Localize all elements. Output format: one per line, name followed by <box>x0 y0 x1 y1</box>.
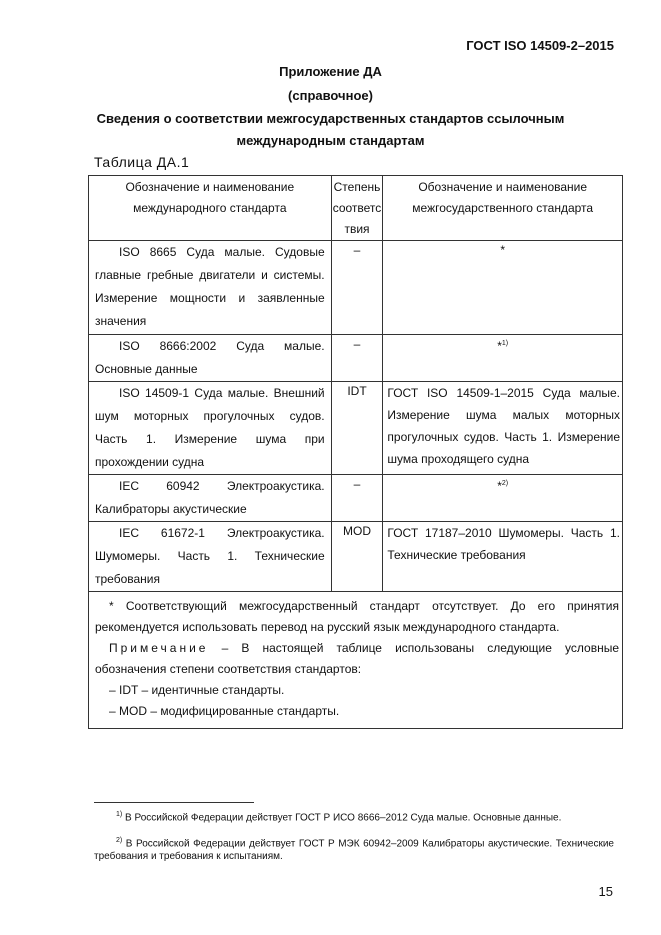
header-national-standard <box>383 176 623 241</box>
footnote-divider <box>94 802 254 803</box>
note-text: – В настоящей таблице использованы следующие условные обозначения степени соответствия стандартов: <box>95 641 619 676</box>
table-row <box>89 241 623 335</box>
header-degree <box>331 176 383 241</box>
table-header-row <box>89 176 623 241</box>
cell-degree: MOD <box>331 522 383 592</box>
cell-text: ISO 14509-1 Суда малые. Внешний шум моторных прогулочных судов. Часть 1. Измерение шума при прохождении судна <box>95 386 325 469</box>
cell-national <box>383 522 623 592</box>
footnote-ref: 2) <box>501 480 509 487</box>
note-idt: – IDT – идентичные стандарты. <box>109 683 285 697</box>
cell-degree: – <box>331 335 383 382</box>
footnote-mark: 1) <box>116 811 123 818</box>
cell-text: ГОСТ 17187–2010 Шумомеры. Часть 1. Технические требования <box>387 526 620 562</box>
header-text: твия <box>344 222 370 236</box>
cell-degree: IDT <box>331 382 383 475</box>
table-row <box>89 382 623 475</box>
page-number: 15 <box>598 884 613 899</box>
header-text: соответс <box>332 201 382 215</box>
cell-text: * <box>497 479 502 493</box>
cell-national <box>383 335 623 382</box>
table-notes-row <box>89 592 623 729</box>
appendix-heading-line1: Сведения о соответствии межгосударственных стандартов ссылочным <box>96 111 565 126</box>
table-row <box>89 335 623 382</box>
footnote-text: В Российской Федерации действует ГОСТ Р МЭК 60942–2009 Калибраторы акустические. Технические требования и требования к испытаниям. <box>94 838 614 863</box>
document-code: ГОСТ ISO 14509-2–2015 <box>466 38 614 53</box>
cell-text: ISO 8666:2002 Суда малые. Основные данные <box>95 339 325 376</box>
cell-text: IEC 61672-1 Электроакустика. Шумомеры. Часть 1. Технические требования <box>95 526 325 586</box>
header-text: межгосударственного стандарта <box>412 201 594 215</box>
correspondence-table <box>88 175 623 729</box>
footnote-2 <box>94 834 614 863</box>
header-intl-standard <box>89 176 332 241</box>
table-row <box>89 522 623 592</box>
cell-national <box>383 382 623 475</box>
cell-intl <box>89 522 332 592</box>
cell-intl <box>89 475 332 522</box>
cell-text: IEC 60942 Электроакустика. Калибраторы акустические <box>95 479 325 516</box>
header-text: Обозначение и наименование <box>125 180 295 194</box>
cell-intl <box>89 382 332 475</box>
header-text: Степень <box>333 180 381 194</box>
asterisk-note: * Соответствующий межгосударственный стандарт отсутствует. До его принятия рекомендуется использовать перевод на русский язык международного стандарта. <box>95 599 619 634</box>
cell-degree: – <box>331 241 383 335</box>
cell-degree: – <box>331 475 383 522</box>
footnote-ref: 1) <box>501 340 509 347</box>
footnote-text: В Российской Федерации действует ГОСТ Р ИСО 8666–2012 Суда малые. Основные данные. <box>122 812 562 824</box>
footnote-1 <box>94 808 614 824</box>
table-row <box>89 475 623 522</box>
note-label: Примечание <box>109 641 209 655</box>
table-caption: Таблица ДА.1 <box>94 154 190 170</box>
cell-text: ISO 8665 Суда малые. Судовые главные гребные двигатели и системы. Измерение мощности и заявленные значения <box>95 245 325 328</box>
appendix-subtitle: (справочное) <box>288 88 373 103</box>
note-paragraph <box>95 638 619 680</box>
appendix-title: Приложение ДА <box>279 64 382 79</box>
note-mod: – MOD – модифицированные стандарты. <box>109 704 340 718</box>
cell-text: ГОСТ ISO 14509-1–2015 Суда малые. Измерение шума малых моторных прогулочных судов. Часть 1. Измерение шума проходящего судна <box>387 386 620 466</box>
cell-national <box>383 475 623 522</box>
cell-text: * <box>497 339 502 353</box>
cell-national <box>383 241 623 335</box>
table-notes <box>89 592 623 729</box>
footnote-mark: 2) <box>116 837 123 844</box>
appendix-heading-line2: международным стандартам <box>236 133 425 148</box>
cell-text: * <box>500 243 506 257</box>
cell-intl <box>89 335 332 382</box>
header-text: Обозначение и наименование <box>418 180 588 194</box>
cell-intl <box>89 241 332 335</box>
header-text: международного стандарта <box>133 201 287 215</box>
